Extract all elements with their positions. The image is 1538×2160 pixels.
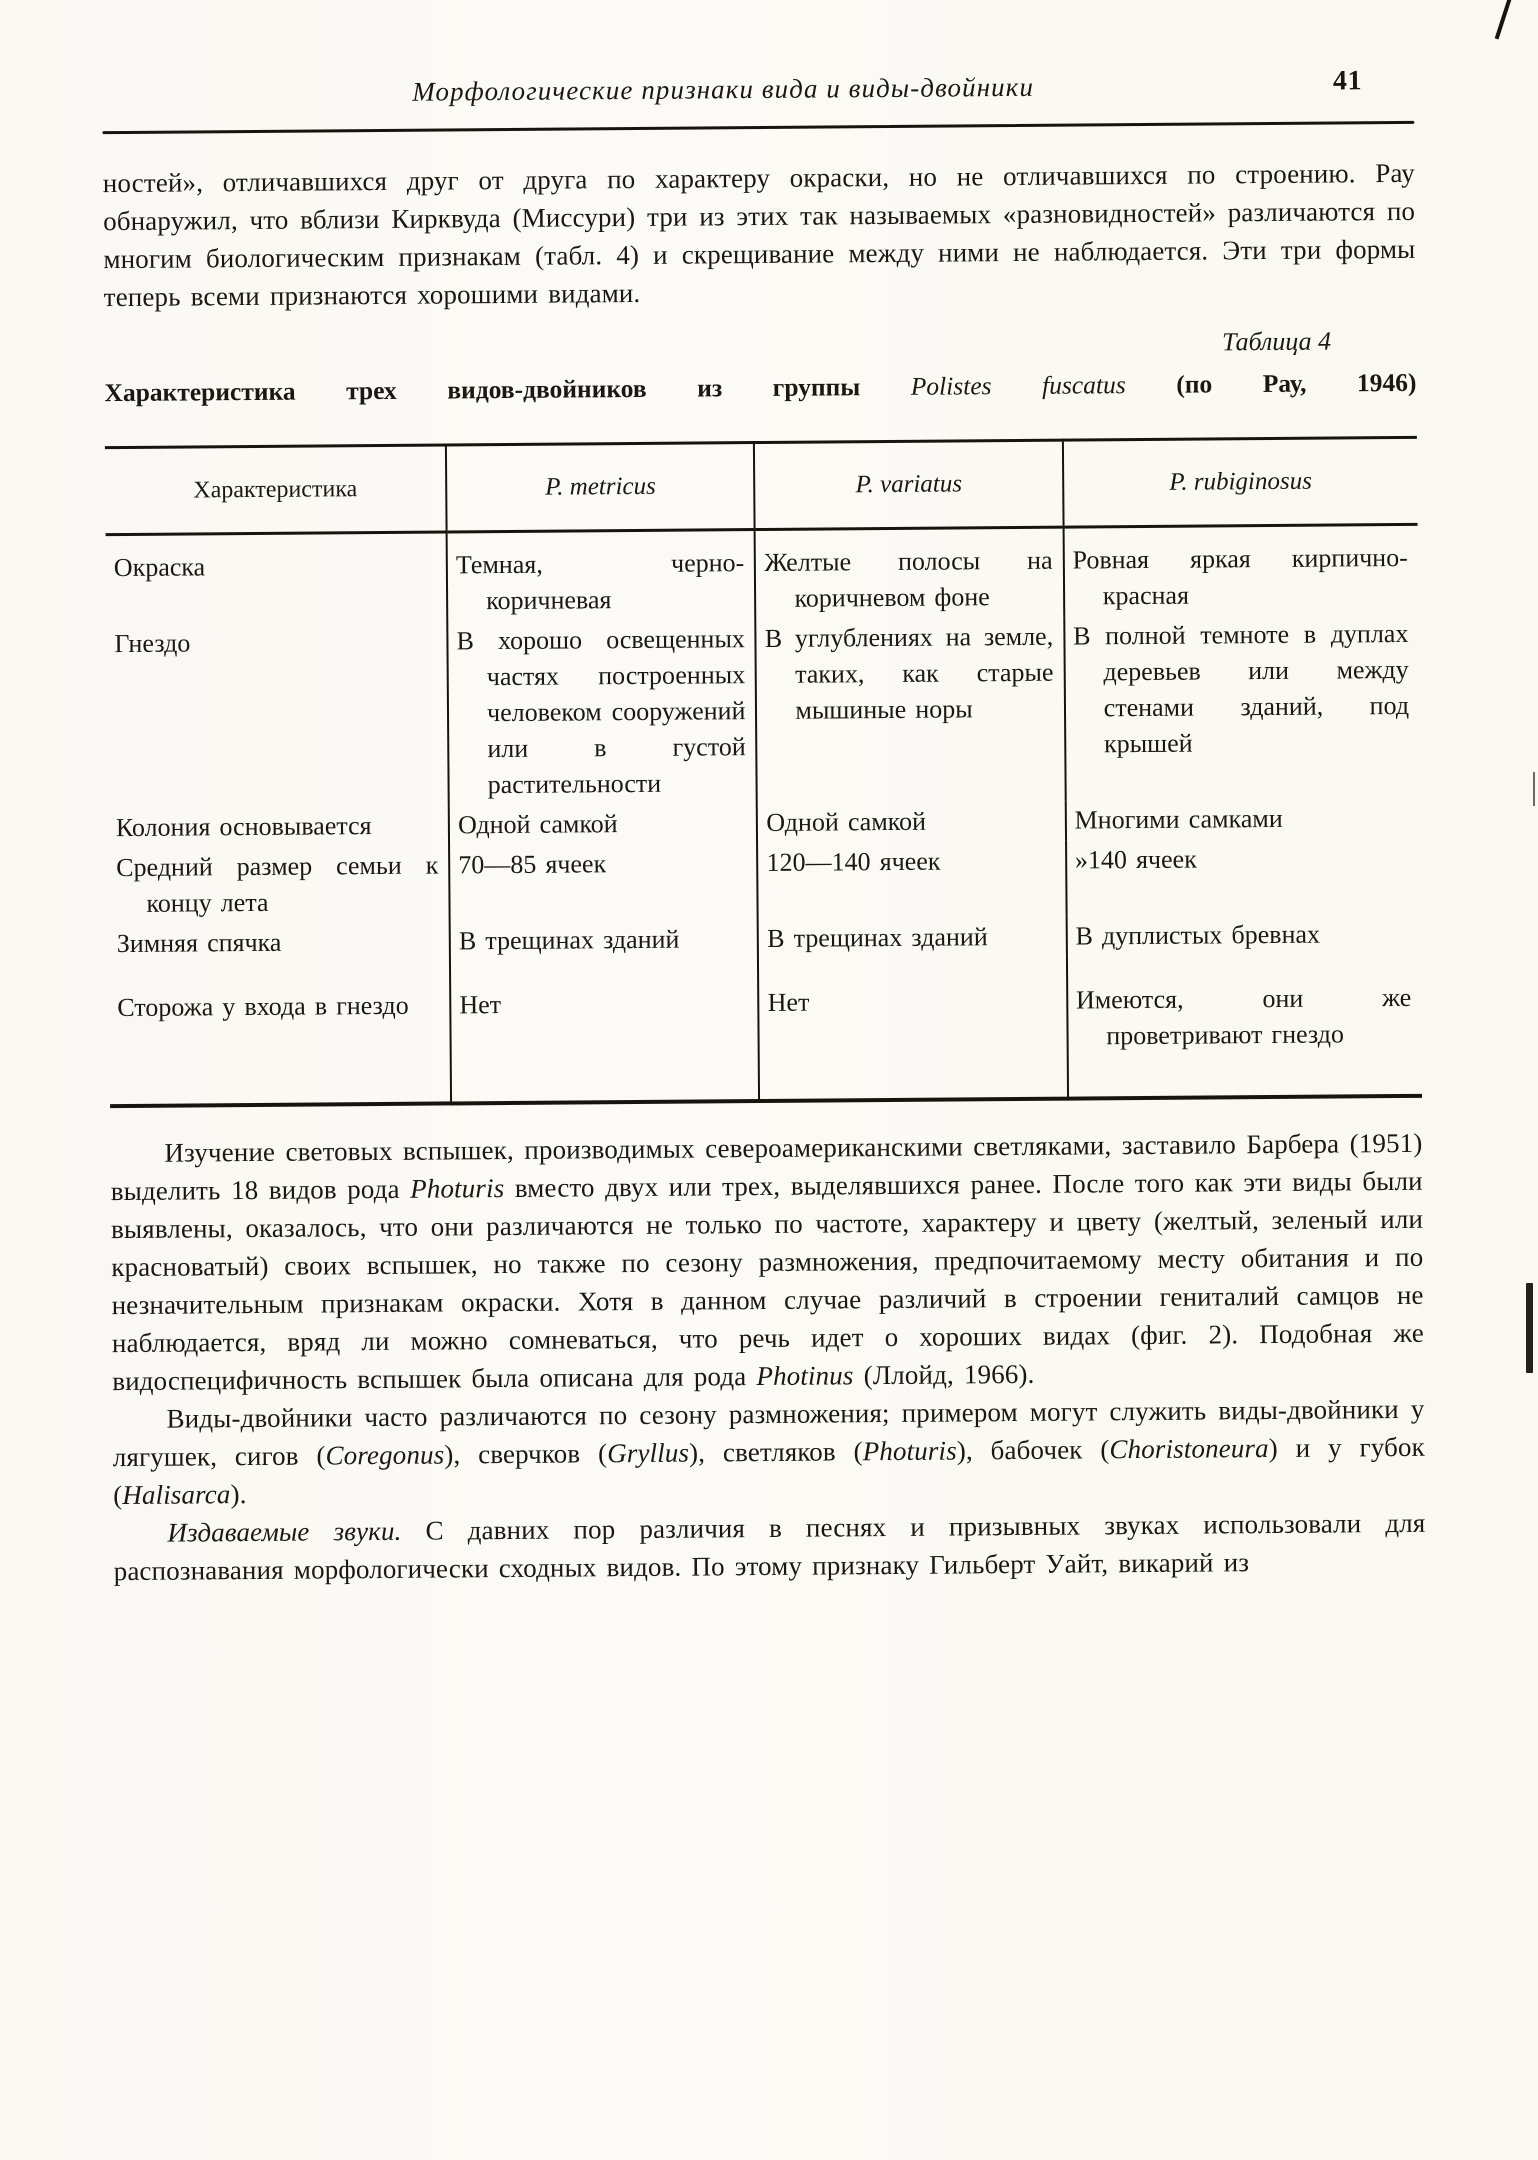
characteristics-table <box>105 436 1422 1108</box>
row-rubiginosus-cell <box>1067 954 1422 1099</box>
table-caption <box>104 366 1416 410</box>
table-body <box>106 524 1422 1106</box>
cell-text: В полной темноте в дуплах деревьев или между стенами зданий, под крышей <box>1073 618 1410 759</box>
paragraph-intro <box>103 154 1416 316</box>
text-segment: (Ллойд, 1966). <box>853 1358 1035 1391</box>
paragraph-sounds <box>113 1504 1426 1590</box>
table-row <box>109 954 1422 1106</box>
running-header <box>102 65 1414 125</box>
cell-text: Окраска <box>113 552 206 583</box>
paragraph-fireflies <box>110 1124 1424 1400</box>
text-segment: ). <box>230 1479 247 1510</box>
row-rubiginosus-cell <box>1064 614 1420 801</box>
cell-text: 70—85 ячеек <box>458 849 607 880</box>
cell-text: В трещинах зданий <box>458 924 680 956</box>
row-rubiginosus-cell <box>1066 914 1421 957</box>
cell-text: Имеются, они же проветривают гнездо <box>1075 982 1412 1051</box>
row-variatus-cell <box>758 957 1067 1101</box>
cell-text: Гнездо <box>114 628 191 659</box>
cell-text: В хорошо освещенных частях построенных человеком сооружений или в густой растительности <box>456 624 746 800</box>
cell-text: Нет <box>459 990 502 1020</box>
text-segment: Halisarca <box>122 1479 231 1511</box>
column-header-metricus: P. metricus <box>446 443 755 532</box>
text-segment: Gryllus <box>607 1437 690 1469</box>
scan-artifact-corner <box>1495 0 1514 39</box>
text-segment: ), сверчков ( <box>444 1438 608 1470</box>
cell-text: Средний размер семьи к концу лета <box>116 850 439 918</box>
row-metricus-cell <box>447 619 757 805</box>
row-rubiginosus-cell <box>1063 524 1418 616</box>
row-variatus-cell <box>757 801 1066 843</box>
text-segment: Характеристика трех видов-двойников из группы <box>104 371 911 408</box>
table-row <box>108 838 1421 924</box>
text-segment: ) и у губок ( <box>113 1431 1425 1511</box>
row-rubiginosus-cell <box>1065 798 1420 841</box>
text-segment: Photinus <box>756 1360 854 1392</box>
body-paragraphs <box>110 1124 1426 1590</box>
table-label: Таблица 4 <box>1221 326 1332 357</box>
running-header-title: Морфологические признаки вида и виды-двойники <box>412 71 1035 107</box>
row-label-cell <box>106 621 449 808</box>
row-label-cell <box>108 805 449 848</box>
column-header-rubiginosus: P. rubiginosus <box>1063 437 1418 527</box>
text-segment: вместо двух или трех, выделявшихся ранее. После того как эти виды были выявлены, оказалось, что они различаются не только по частоте, характеру и цвету (желтый, зеленый или красноватый) своих вспышек, но также по сезону размножения, предпочитаемому месту обитания и по незначительным признакам окраски. Хотя в данном случае различий в строении гениталий самцов не наблюдается, вряд ли можно сомневаться, что речь идет о хороших видах (фиг. 2). Подобная же видоспецифичность вспышек была описана для рода <box>110 1165 1425 1397</box>
cell-text: Одной самкой <box>457 809 618 840</box>
text-segment: Photuris <box>862 1435 957 1467</box>
text-segment: Виды-двойники часто различаются по сезону размножения; примером могут служить виды-двойники у лягушек, сигов ( <box>112 1393 1425 1473</box>
text-segment: Photuris <box>410 1173 505 1204</box>
cell-text: Сторожа у входа в гнездо <box>117 990 409 1023</box>
cell-text: В дуплистых бревнах <box>1075 919 1321 951</box>
table-row <box>106 614 1419 808</box>
row-metricus-cell <box>449 843 758 921</box>
scan-artifact-margin-bar <box>1526 1283 1533 1373</box>
text-segment: Изучение световых вспышек, производимых североамериканскими светляками, заставило Барбера (1951) выделить 18 видов рода <box>110 1127 1423 1207</box>
text-segment: Coregonus <box>325 1439 445 1471</box>
paragraph-sibling-species <box>112 1390 1425 1514</box>
cell-text: В трещинах зданий <box>767 922 988 953</box>
text-segment: ), бабочек ( <box>956 1434 1110 1466</box>
row-variatus-cell <box>755 527 1064 619</box>
row-variatus-cell <box>756 617 1066 803</box>
cell-text: Зимняя спячка <box>116 927 282 959</box>
page-number: 41 <box>1332 65 1363 97</box>
cell-text: Одной самкой <box>766 806 927 837</box>
row-variatus-cell <box>758 917 1067 959</box>
table-row <box>106 524 1419 624</box>
row-metricus-cell <box>450 959 759 1103</box>
text-segment: Polistes fuscatus <box>910 370 1126 401</box>
row-variatus-cell <box>757 841 1066 919</box>
column-header-variatus: P. variatus <box>754 440 1063 529</box>
cell-text: Колония основывается <box>115 811 372 843</box>
text-segment: Издаваемые звуки. <box>167 1515 402 1548</box>
text-segment: С давних пор различия в песнях и призывных звуках использовали для распознавания морфологически сходных видов. По этому признаку Гильберт Уайт, викарий из <box>113 1507 1426 1587</box>
row-label-cell <box>109 921 450 964</box>
row-label-cell <box>109 961 451 1106</box>
page-content <box>102 65 1426 1590</box>
row-metricus-cell <box>447 530 756 622</box>
cell-text: Нет <box>767 987 810 1017</box>
row-metricus-cell <box>449 803 758 845</box>
scan-artifact-margin-tick <box>1533 772 1535 806</box>
row-rubiginosus-cell <box>1066 838 1421 917</box>
text-segment: (по Рау, 1946) <box>1125 367 1417 400</box>
cell-text: Многими самками <box>1074 803 1283 835</box>
table-header <box>105 437 1418 534</box>
intro-paragraphs <box>103 154 1416 316</box>
row-label-cell <box>106 532 448 624</box>
cell-text: Темная, черно-коричневая <box>455 548 745 616</box>
column-header-characteristic: Характеристика <box>105 445 447 535</box>
cell-text: Желтые полосы на коричневом фоне <box>764 545 1053 613</box>
cell-text: В углублениях на земле, таких, как старые мышиные норы <box>764 621 1054 725</box>
cell-text: Ровная яркая кирпично-красная <box>1072 542 1408 611</box>
text-segment: Choristoneura <box>1109 1433 1269 1465</box>
row-label-cell <box>108 845 450 924</box>
text-segment: ностей», отличавшихся друг от друга по характеру окраски, но не отличавшихся по строению. Рау обнаружил, что вблизи Кирквуда (Миссури) три из этих так называемых «разновидностей» различаются по многим биологическим признакам (табл. 4) и скрещивание между ними не наблюдается. Эти три формы теперь всеми признаются хорошими видами. <box>102 157 1416 313</box>
text-segment: ), светляков ( <box>688 1436 863 1468</box>
cell-text: 120—140 ячеек <box>766 846 941 877</box>
row-metricus-cell <box>450 919 759 961</box>
cell-text: »140 ячеек <box>1074 844 1197 875</box>
